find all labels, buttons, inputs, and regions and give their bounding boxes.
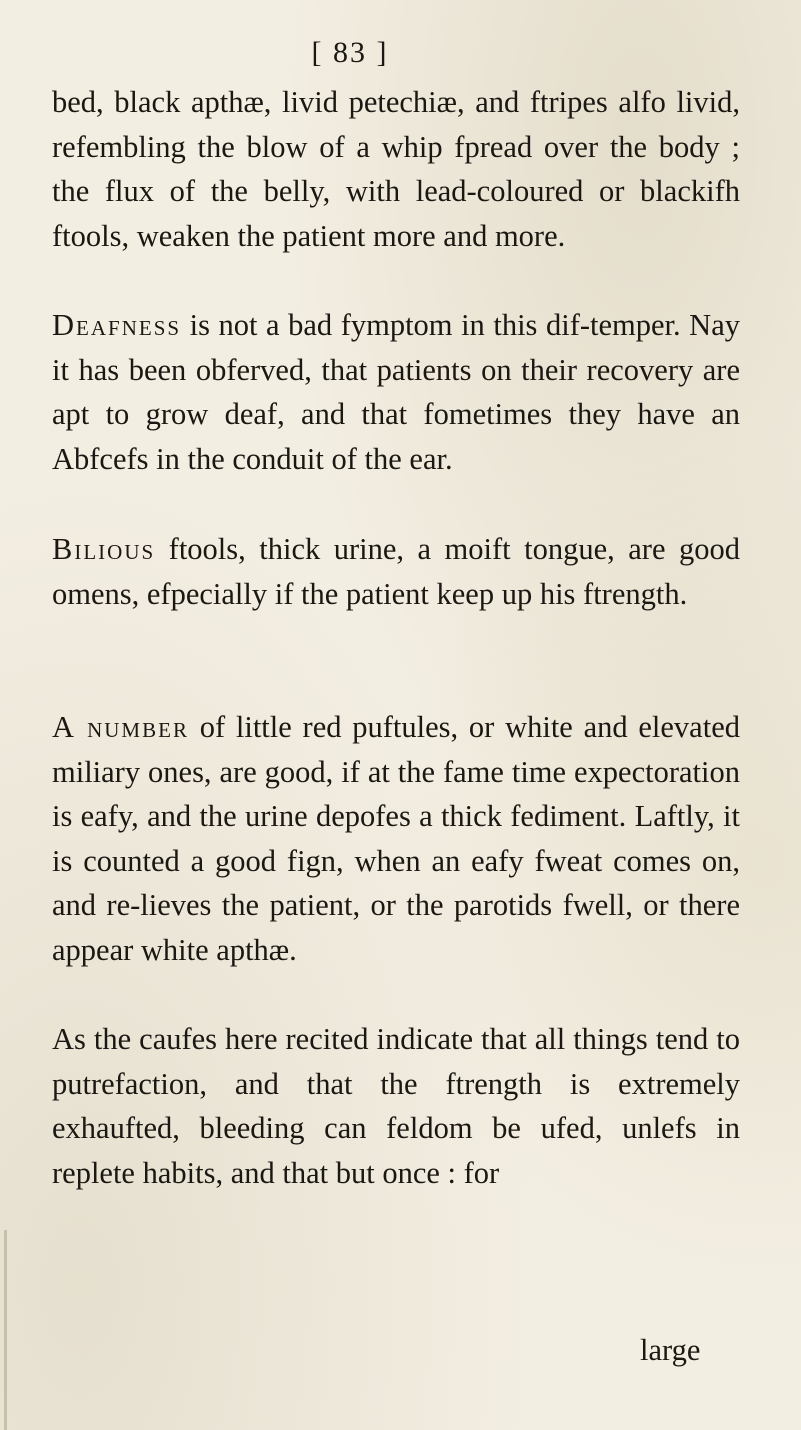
paragraph-2-lead: Deafness	[52, 308, 182, 342]
paragraph-4	[52, 705, 740, 973]
paragraph-5	[52, 1017, 740, 1195]
paragraph-4-lead: A number	[52, 710, 189, 744]
paragraph-3	[52, 527, 740, 616]
paragraph-1-text: bed, black apthæ, livid petechiæ, and ftripes alfo livid, refembling the blow of a whip fpread over the body ; the flux of the belly, with lead-coloured or blackifh ftools, weaken the patient more and more.	[52, 85, 740, 253]
paragraph-5-lead: As	[52, 1022, 86, 1056]
paragraph-3-lead: Bilious	[52, 532, 156, 566]
paragraph-5-text: the caufes here recited indicate that all things tend to putrefaction, and that the ftrength is extremely exhaufted, bleeding can feldom be ufed, unlefs in replete habits, and that but once : for	[52, 1022, 740, 1190]
page-number: [ 83 ]	[311, 36, 389, 69]
page-edge-shadow	[4, 1230, 7, 1430]
paragraph-3-text: ftools, thick urine, a moift tongue, are good omens, efpecially if the patient keep up his ftrength.	[52, 532, 740, 611]
paragraph-4-text: of little red puftules, or white and elevated miliary ones, are good, if at the fame time expectoration is eafy, and the urine depofes a thick fediment. Laftly, it is counted a good fign, when an eafy fweat comes on, and re-lieves the patient, or the parotids fwell, or there appear white apthæ.	[52, 710, 740, 967]
paragraph-1	[52, 80, 740, 258]
catchword: large	[640, 1333, 701, 1367]
paragraph-2	[52, 303, 740, 481]
paragraph-2-text: is not a bad fymptom in this dif-temper. Nay it has been obferved, that patients on their recovery are apt to grow deaf, and that fometimes they have an Abfcefs in the conduit of the ear.	[52, 308, 740, 476]
